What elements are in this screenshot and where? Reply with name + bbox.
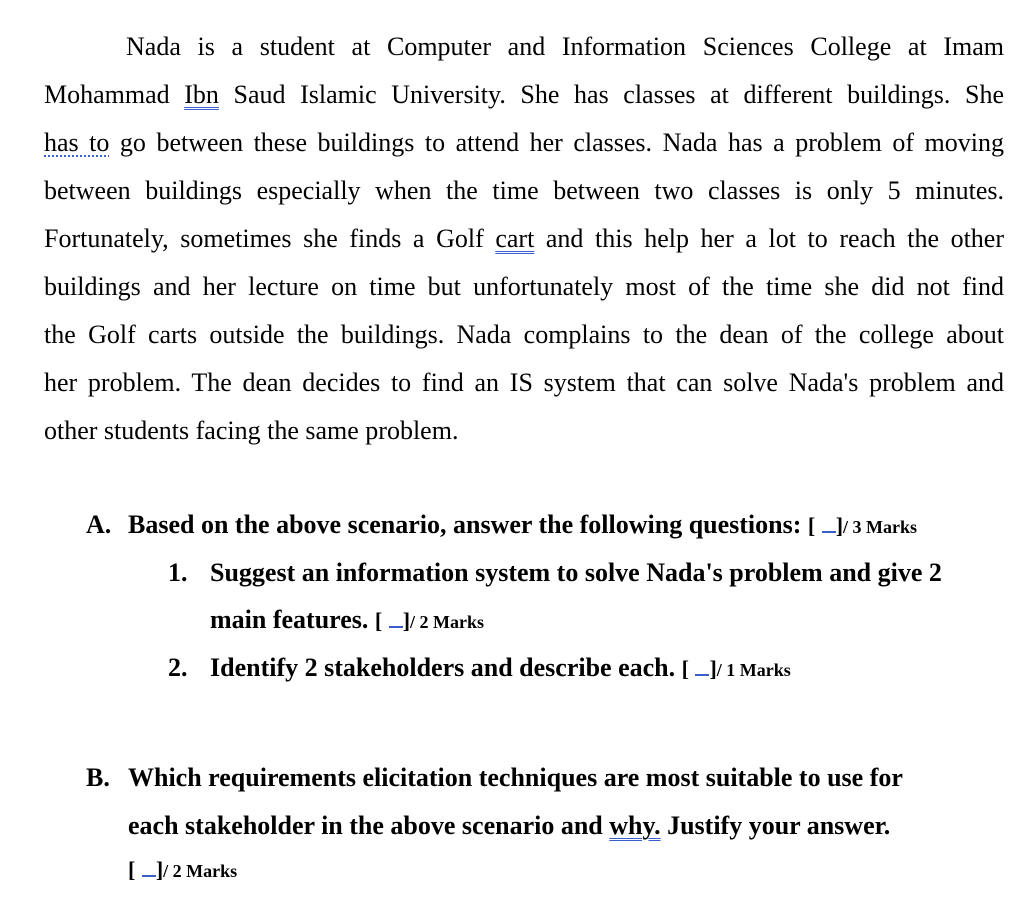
scenario-line-2-before: Mohammad [44,80,185,109]
question-b-line2 [128,811,890,841]
grammar-mark-why: why. [609,811,661,840]
question-a2-marks: / 1 Marks [716,660,791,680]
spellcheck-mark-ibn: Ibn [184,80,219,109]
question-a1-text-line2: main features. [210,605,369,634]
scenario-line-2 [44,80,1004,110]
question-b-label: B. [86,763,110,792]
scenario-line-5-before: Fortunately, sometimes she finds a Golf [44,224,496,253]
question-a1-bracket-close: ] [402,608,411,633]
question-a1-text-line1: Suggest an information system to solve Nada's problem and give 2 [210,558,942,587]
question-a1-bracket-open: [ [374,608,383,633]
scenario-line-2-after: Saud Islamic University. She has classes at different buildings. She [218,80,1004,109]
question-a1-line2 [210,605,484,637]
scenario-line-4: between buildings especially when the time between two classes is only 5 minutes. [44,176,1004,205]
scenario-line-3-after: go between these buildings to attend her classes. Nada has a problem of moving [109,128,1004,157]
question-a-label: A. [86,510,112,539]
question-a1-number: 1. [168,558,188,587]
question-b-marks-line [128,854,237,886]
question-a [86,510,917,542]
question-a-bracket-close: ] [835,513,844,538]
spellcheck-mark-cart: cart [495,224,535,253]
scenario-line-5 [44,224,1004,254]
question-a-bracket-open: [ [807,513,816,538]
question-b [86,763,903,793]
scenario-line-5-after: and this help her a lot to reach the other [534,224,1004,253]
scenario-line-8: her problem. The dean decides to find an IS system that can solve Nada's problem and [44,368,1004,397]
question-b-text-line2-before: each stakeholder in the above scenario and [128,811,610,840]
question-a2-number: 2. [168,653,188,682]
question-a2 [168,653,791,685]
question-b-score-blank[interactable] [142,855,156,877]
question-a1 [168,558,942,588]
question-b-bracket-close: ] [155,857,164,882]
scenario-line-7: the Golf carts outside the buildings. Nada complains to the dean of the college about [44,320,1004,349]
question-a2-score-blank[interactable] [695,654,709,676]
question-a-marks: / 3 Marks [843,517,918,537]
question-a-text: Based on the above scenario, answer the following questions: [128,510,802,539]
question-b-text-line2-after: Justify your answer. [660,811,891,840]
question-a1-score-blank[interactable] [389,606,403,628]
question-a2-bracket-close: ] [709,656,717,681]
scenario-line-9: other students facing the same problem. [44,416,459,445]
question-a2-bracket-open: [ [681,656,689,681]
question-a-score-blank[interactable] [822,511,836,533]
question-b-bracket-open: [ [128,857,136,882]
grammar-mark-has-to: has to [44,128,110,157]
question-b-text-line1: Which requirements elicitation techniques are most suitable to use for [128,763,903,792]
question-a2-text: Identify 2 stakeholders and describe each. [210,653,676,682]
scenario-line-6: buildings and her lecture on time but unfortunately most of the time she did not find [44,272,1004,301]
question-a1-marks: / 2 Marks [410,612,485,632]
scenario-line-1: Nada is a student at Computer and Information Sciences College at Imam [126,32,1004,61]
scenario-line-3 [44,128,1004,158]
question-b-marks: / 2 Marks [163,861,238,881]
